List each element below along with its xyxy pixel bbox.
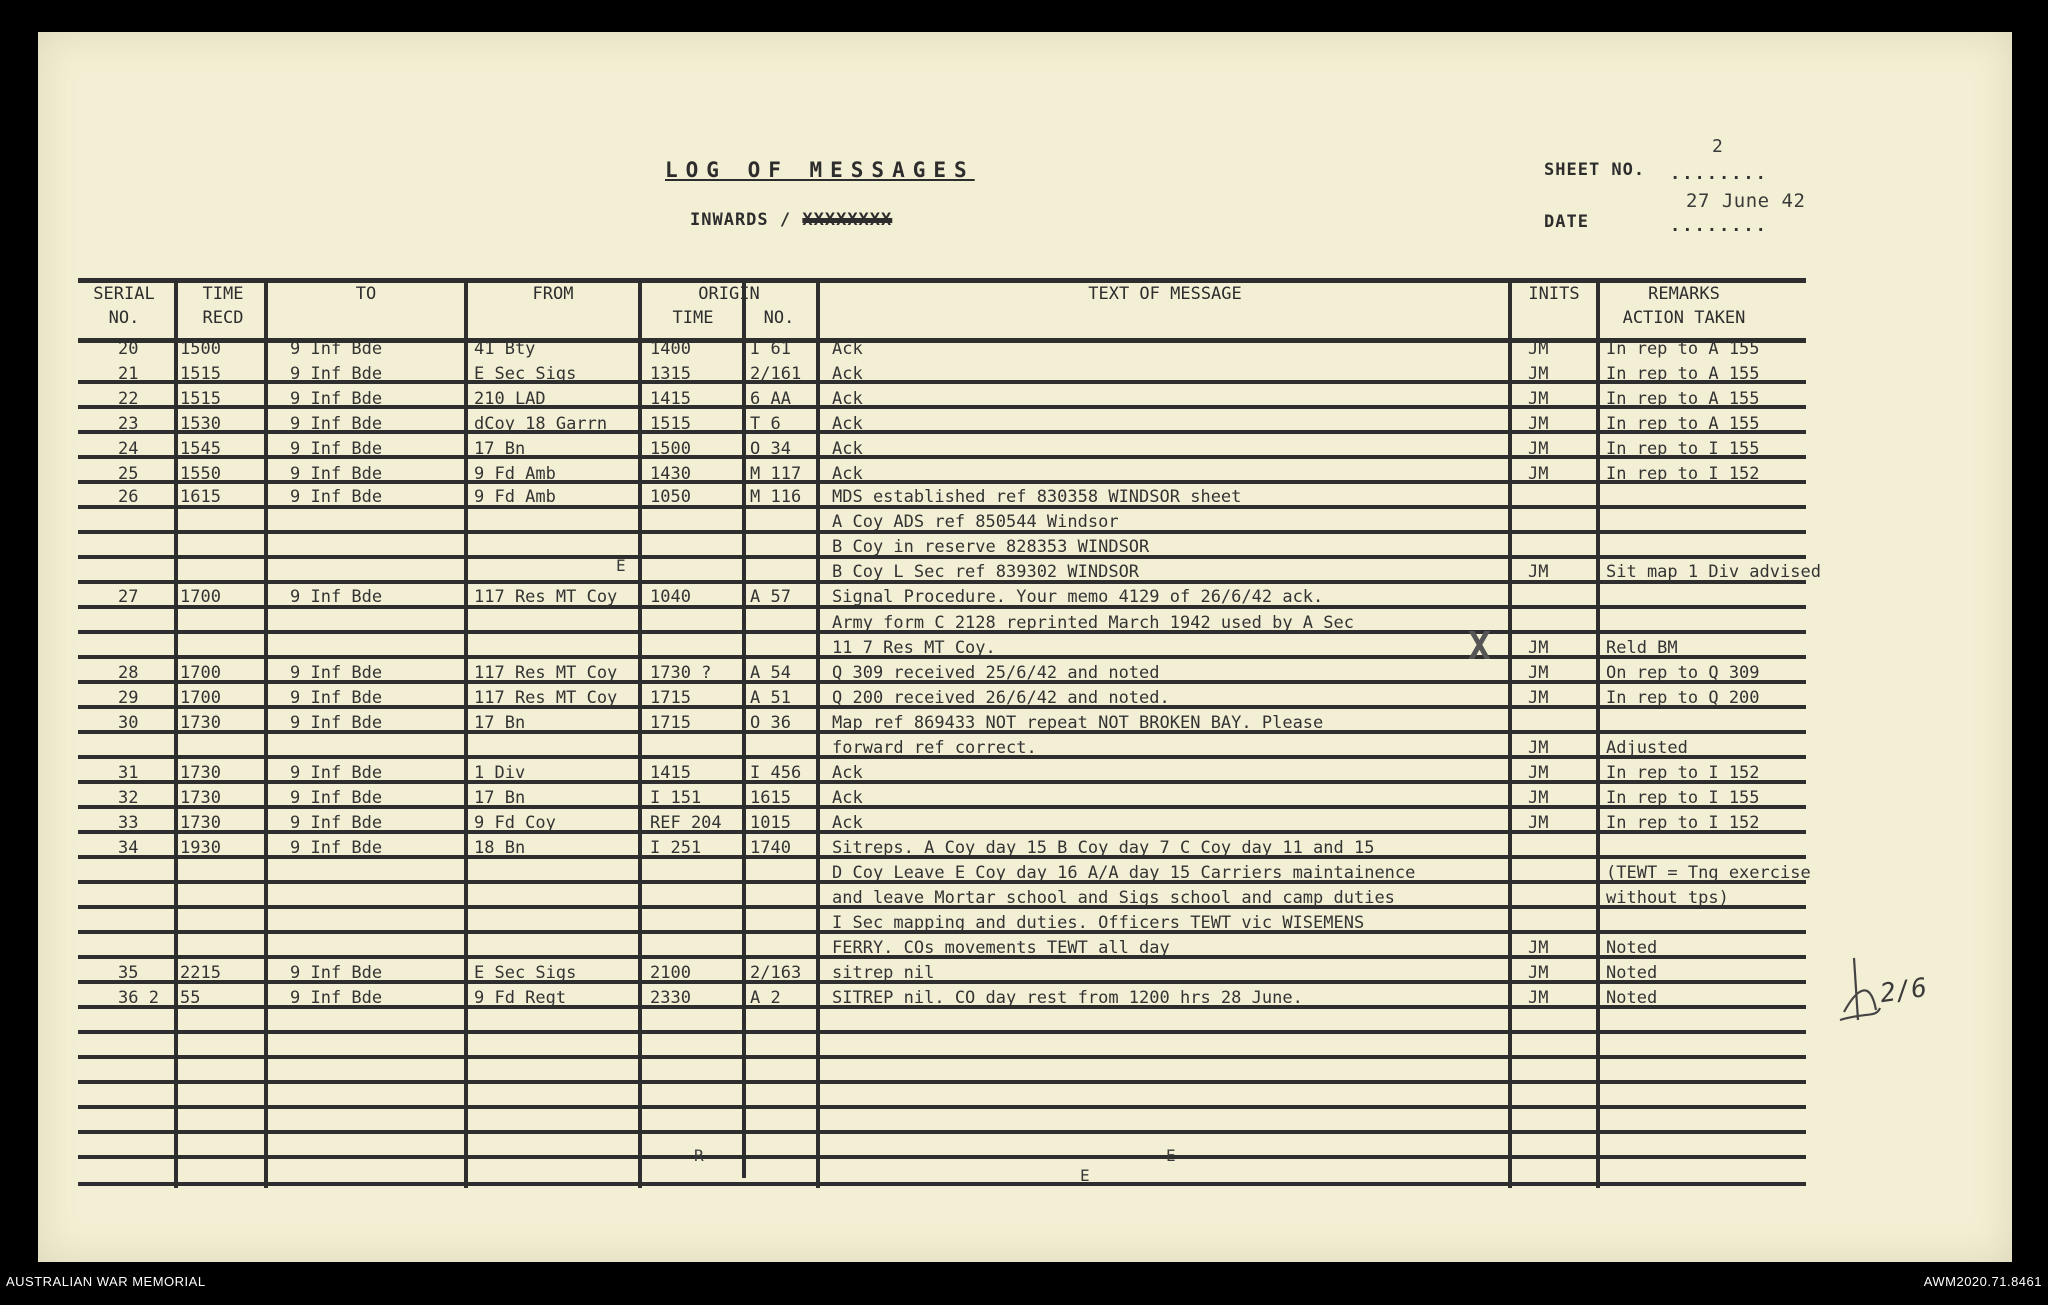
cell-time-recd: 1700 — [180, 663, 221, 683]
cell-inits: JM — [1528, 988, 1549, 1008]
cell-origin-time: 1730 ? — [650, 663, 712, 683]
col-header-time-recd: TIME RECD — [202, 284, 244, 328]
cell-text: Map ref 869433 NOT repeat NOT BROKEN BAY. Please — [832, 713, 1324, 733]
cell-text: Signal Procedure. Your memo 4129 of 26/6/42 ack. — [832, 587, 1324, 607]
cell-from: 117 Res MT Coy — [474, 663, 618, 683]
cell-inits: JM — [1528, 963, 1549, 983]
cell-serial: 25 — [118, 464, 139, 484]
cell-to: 9 Inf Bde — [290, 439, 383, 459]
cell-time-recd: 1530 — [180, 414, 221, 434]
cell-text: B Coy in reserve 828353 WINDSOR — [832, 537, 1150, 557]
cell-to: 9 Inf Bde — [290, 763, 383, 783]
cell-origin-no: 2/161 — [750, 364, 802, 384]
cell-text: Ack — [832, 339, 863, 359]
cell-time-recd: 1550 — [180, 464, 221, 484]
cell-inits: JM — [1528, 638, 1549, 658]
direction-inwards: INWARDS / — [690, 210, 792, 230]
archive-footer — [0, 1262, 2048, 1305]
cell-inits: JM — [1528, 464, 1549, 484]
cell-serial: 34 — [118, 838, 139, 858]
cell-remarks: In rep to A 155 — [1606, 364, 1760, 384]
table-rule — [78, 1130, 1806, 1134]
cell-remarks: In rep to A 155 — [1606, 389, 1760, 409]
cell-remarks: In rep to I 152 — [1606, 813, 1760, 833]
cell-to: 9 Inf Bde — [290, 414, 383, 434]
cell-origin-time: 1415 — [650, 389, 691, 409]
cell-from: 9 Fd Amb — [474, 464, 556, 484]
cell-text: Ack — [832, 763, 863, 783]
document-title: LOG OF MESSAGES — [665, 158, 975, 182]
cell-time-recd: 1515 — [180, 364, 221, 384]
col-header-to: TO — [355, 284, 377, 304]
cell-from: E Sec Sigs — [474, 364, 577, 384]
cell-to: 9 Inf Bde — [290, 713, 383, 733]
cell-to: 9 Inf Bde — [290, 688, 383, 708]
cell-origin-time: REF 204 — [650, 813, 722, 833]
table-rule — [78, 1080, 1806, 1084]
column-divider — [1596, 278, 1600, 1188]
cell-inits: JM — [1528, 339, 1549, 359]
table-rule — [78, 1182, 1806, 1186]
cell-from: E Sec Sigs — [474, 963, 577, 983]
cell-inits: JM — [1528, 562, 1549, 582]
cell-remarks: Sit map 1 Div advised — [1606, 562, 1821, 582]
cell-to: 9 Inf Bde — [290, 487, 383, 507]
cell-remarks: Noted — [1606, 963, 1658, 983]
cell-origin-time: 1515 — [650, 414, 691, 434]
cell-origin-no: O 36 — [750, 713, 791, 733]
cell-to: 9 Inf Bde — [290, 988, 383, 1008]
cell-time-recd: 1730 — [180, 813, 221, 833]
cell-remarks: Noted — [1606, 938, 1658, 958]
cell-serial: 26 — [118, 487, 139, 507]
cell-origin-no: 1740 — [750, 838, 791, 858]
stray-mark-r: R — [694, 1146, 705, 1165]
cell-text: FERRY. COs movements TEWT all day — [832, 938, 1170, 958]
table-rule — [78, 1055, 1806, 1059]
cell-text: Ack — [832, 813, 863, 833]
column-divider — [742, 278, 746, 1178]
cell-from: 41 Bty — [474, 339, 536, 359]
cell-time-recd: 1730 — [180, 713, 221, 733]
cell-origin-time: 1050 — [650, 487, 691, 507]
cell-origin-no: A 54 — [750, 663, 791, 683]
cell-to: 9 Inf Bde — [290, 464, 383, 484]
cell-from: 117 Res MT Coy — [474, 587, 618, 607]
cell-time-recd: 55 — [180, 988, 201, 1008]
cell-origin-no: M 116 — [750, 487, 802, 507]
cell-remarks: Adjusted — [1606, 738, 1688, 758]
cell-time-recd: 1730 — [180, 763, 221, 783]
cell-origin-no: A 57 — [750, 587, 791, 607]
cell-text: B Coy L Sec ref 839302 WINDSOR — [832, 562, 1140, 582]
cell-remarks: without tps) — [1606, 888, 1729, 908]
cell-inits: JM — [1528, 763, 1549, 783]
cell-to: 9 Inf Bde — [290, 339, 383, 359]
cell-from: 9 Fd Amb — [474, 487, 556, 507]
cell-origin-no: 1615 — [750, 788, 791, 808]
cell-remarks: In rep to Q 200 — [1606, 688, 1760, 708]
cell-remarks: Reld BM — [1606, 638, 1678, 658]
cell-time-recd: 1700 — [180, 688, 221, 708]
cell-from: 17 Bn — [474, 439, 526, 459]
cell-from: dCoy 18 Garrn — [474, 414, 608, 434]
cell-inits: JM — [1528, 663, 1549, 683]
cell-origin-no: 2/163 — [750, 963, 802, 983]
cell-origin-no: M 117 — [750, 464, 802, 484]
cell-origin-time: 1400 — [650, 339, 691, 359]
cell-serial: 35 — [118, 963, 139, 983]
cell-origin-no: 1015 — [750, 813, 791, 833]
cell-origin-time: 2330 — [650, 988, 691, 1008]
cell-time-recd: 1615 — [180, 487, 221, 507]
cell-origin-time: 1715 — [650, 713, 691, 733]
cell-text: 11 7 Res MT Coy. — [832, 638, 996, 658]
cell-text: Ack — [832, 414, 863, 434]
cell-origin-no: O 34 — [750, 439, 791, 459]
cell-from: 117 Res MT Coy — [474, 688, 618, 708]
cell-serial: 20 — [118, 339, 139, 359]
cell-serial: 24 — [118, 439, 139, 459]
cell-text: SITREP nil. CO day rest from 1200 hrs 28 June. — [832, 988, 1303, 1008]
table-rule — [78, 1155, 1806, 1159]
cell-to: 9 Inf Bde — [290, 364, 383, 384]
cell-serial: 33 — [118, 813, 139, 833]
cell-time-recd: 1545 — [180, 439, 221, 459]
cell-remarks: In rep to I 155 — [1606, 788, 1760, 808]
date-value: 27 June 42 — [1686, 190, 1806, 212]
cell-serial: 29 — [118, 688, 139, 708]
cell-from: 9 Fd Coy — [474, 813, 556, 833]
cell-serial: 31 — [118, 763, 139, 783]
cell-to: 9 Inf Bde — [290, 813, 383, 833]
cell-remarks: On rep to Q 309 — [1606, 663, 1760, 683]
cell-time-recd: 1730 — [180, 788, 221, 808]
cell-origin-time: 2100 — [650, 963, 691, 983]
cell-inits: JM — [1528, 364, 1549, 384]
cell-origin-no: T 6 — [750, 414, 781, 434]
cell-remarks: (TEWT = Tng exercise — [1606, 863, 1811, 883]
cell-serial: 27 — [118, 587, 139, 607]
stray-mark-e-lower: E — [1080, 1166, 1091, 1185]
stray-mark-e-bottom: E — [1166, 1146, 1177, 1165]
col-header-origin: ORIGIN — [698, 284, 760, 304]
cell-to: 9 Inf Bde — [290, 788, 383, 808]
cell-text: Q 309 received 25/6/42 and noted — [832, 663, 1160, 683]
cell-from: 18 Bn — [474, 838, 526, 858]
handwritten-date: 2/6 — [1878, 972, 1929, 1010]
cell-text: Ack — [832, 389, 863, 409]
cell-inits: JM — [1528, 414, 1549, 434]
cell-remarks: In rep to I 152 — [1606, 464, 1760, 484]
cell-inits: JM — [1528, 788, 1549, 808]
cell-origin-no: A 51 — [750, 688, 791, 708]
cell-time-recd: 1515 — [180, 389, 221, 409]
cell-remarks: In rep to A 155 — [1606, 414, 1760, 434]
cell-text: Ack — [832, 439, 863, 459]
col-header-from: FROM — [532, 284, 574, 304]
cell-serial: 28 — [118, 663, 139, 683]
cell-time-recd: 1930 — [180, 838, 221, 858]
sheet-number-value: 2 — [1712, 136, 1724, 157]
cell-text: Sitreps. A Coy day 15 B Coy day 7 C Coy day 11 and 15 — [832, 838, 1375, 858]
cell-to: 9 Inf Bde — [290, 963, 383, 983]
footer-reference: AWM2020.71.8461 — [1923, 1274, 2042, 1289]
cell-serial: 21 — [118, 364, 139, 384]
cell-to: 9 Inf Bde — [290, 587, 383, 607]
direction-line — [690, 210, 892, 230]
table-rule — [78, 1030, 1806, 1034]
cell-origin-time: 1715 — [650, 688, 691, 708]
cell-origin-no: I 456 — [750, 763, 802, 783]
cell-remarks: In rep to I 152 — [1606, 763, 1760, 783]
cell-remarks: In rep to A 155 — [1606, 339, 1760, 359]
cell-from: 210 LAD — [474, 389, 546, 409]
col-header-origin-time: TIME — [672, 308, 714, 328]
col-header-origin-no: NO. — [763, 308, 795, 328]
column-divider — [174, 278, 178, 1188]
cell-remarks: Noted — [1606, 988, 1658, 1008]
col-header-serial: SERIAL NO. — [93, 284, 155, 328]
column-divider — [464, 278, 468, 1188]
cell-text: Ack — [832, 788, 863, 808]
cell-to: 9 Inf Bde — [290, 838, 383, 858]
cell-origin-no: I 61 — [750, 339, 791, 359]
col-header-text: TEXT OF MESSAGE — [1088, 284, 1242, 304]
cell-origin-time: 1430 — [650, 464, 691, 484]
cell-text: and leave Mortar school and Sigs school and camp duties — [832, 888, 1395, 908]
stray-mark-x: X — [1468, 624, 1492, 668]
cell-origin-time: 1040 — [650, 587, 691, 607]
cell-inits: JM — [1528, 439, 1549, 459]
cell-origin-no: 6 AA — [750, 389, 791, 409]
cell-origin-time: 1315 — [650, 364, 691, 384]
table-rule — [78, 1105, 1806, 1109]
direction-outwards-struck: XXXXXXXX — [802, 210, 893, 230]
cell-text: D Coy Leave E Coy day 16 A/A day 15 Carriers maintainence — [832, 863, 1416, 883]
cell-inits: JM — [1528, 738, 1549, 758]
cell-text: Q 200 received 26/6/42 and noted. — [832, 688, 1170, 708]
column-divider — [264, 278, 268, 1188]
cell-inits: JM — [1528, 688, 1549, 708]
sheet-number-label: SHEET NO. — [1544, 160, 1646, 180]
cell-to: 9 Inf Bde — [290, 389, 383, 409]
cell-inits: JM — [1528, 938, 1549, 958]
cell-text: A Coy ADS ref 850544 Windsor — [832, 512, 1119, 532]
cell-origin-time: 1415 — [650, 763, 691, 783]
cell-serial: 36 2 — [118, 988, 159, 1008]
column-divider — [638, 278, 642, 1188]
date-dots: ........ — [1670, 216, 1768, 236]
stray-mark-e: E — [616, 556, 627, 575]
col-header-inits: INITS — [1528, 284, 1580, 304]
col-header-remarks: REMARKS ACTION TAKEN — [1622, 284, 1746, 328]
cell-inits: JM — [1528, 389, 1549, 409]
cell-text: Army form C 2128 reprinted March 1942 used by A Sec — [832, 613, 1354, 633]
cell-origin-time: I 151 — [650, 788, 702, 808]
cell-time-recd: 1700 — [180, 587, 221, 607]
column-divider — [816, 278, 820, 1188]
cell-from: 1 Div — [474, 763, 526, 783]
cell-origin-time: I 251 — [650, 838, 702, 858]
footer-institution: AUSTRALIAN WAR MEMORIAL — [6, 1274, 206, 1289]
cell-text: forward ref correct. — [832, 738, 1037, 758]
cell-serial: 23 — [118, 414, 139, 434]
cell-from: 9 Fd Regt — [474, 988, 567, 1008]
cell-from: 17 Bn — [474, 713, 526, 733]
cell-serial: 30 — [118, 713, 139, 733]
cell-serial: 22 — [118, 389, 139, 409]
cell-serial: 32 — [118, 788, 139, 808]
column-divider — [1508, 278, 1512, 1188]
cell-inits: JM — [1528, 813, 1549, 833]
cell-time-recd: 2215 — [180, 963, 221, 983]
cell-time-recd: 1500 — [180, 339, 221, 359]
cell-text: Ack — [832, 364, 863, 384]
date-label: DATE — [1544, 212, 1589, 232]
cell-text: MDS established ref 830358 WINDSOR sheet — [832, 487, 1242, 507]
cell-origin-no: A 2 — [750, 988, 781, 1008]
sheet-number-dots: ........ — [1670, 164, 1768, 184]
cell-origin-time: 1500 — [650, 439, 691, 459]
cell-text: sitrep nil — [832, 963, 935, 983]
cell-remarks: In rep to I 155 — [1606, 439, 1760, 459]
cell-to: 9 Inf Bde — [290, 663, 383, 683]
cell-text: I Sec mapping and duties. Officers TEWT vic WISEMENS — [832, 913, 1365, 933]
cell-text: Ack — [832, 464, 863, 484]
cell-from: 17 Bn — [474, 788, 526, 808]
